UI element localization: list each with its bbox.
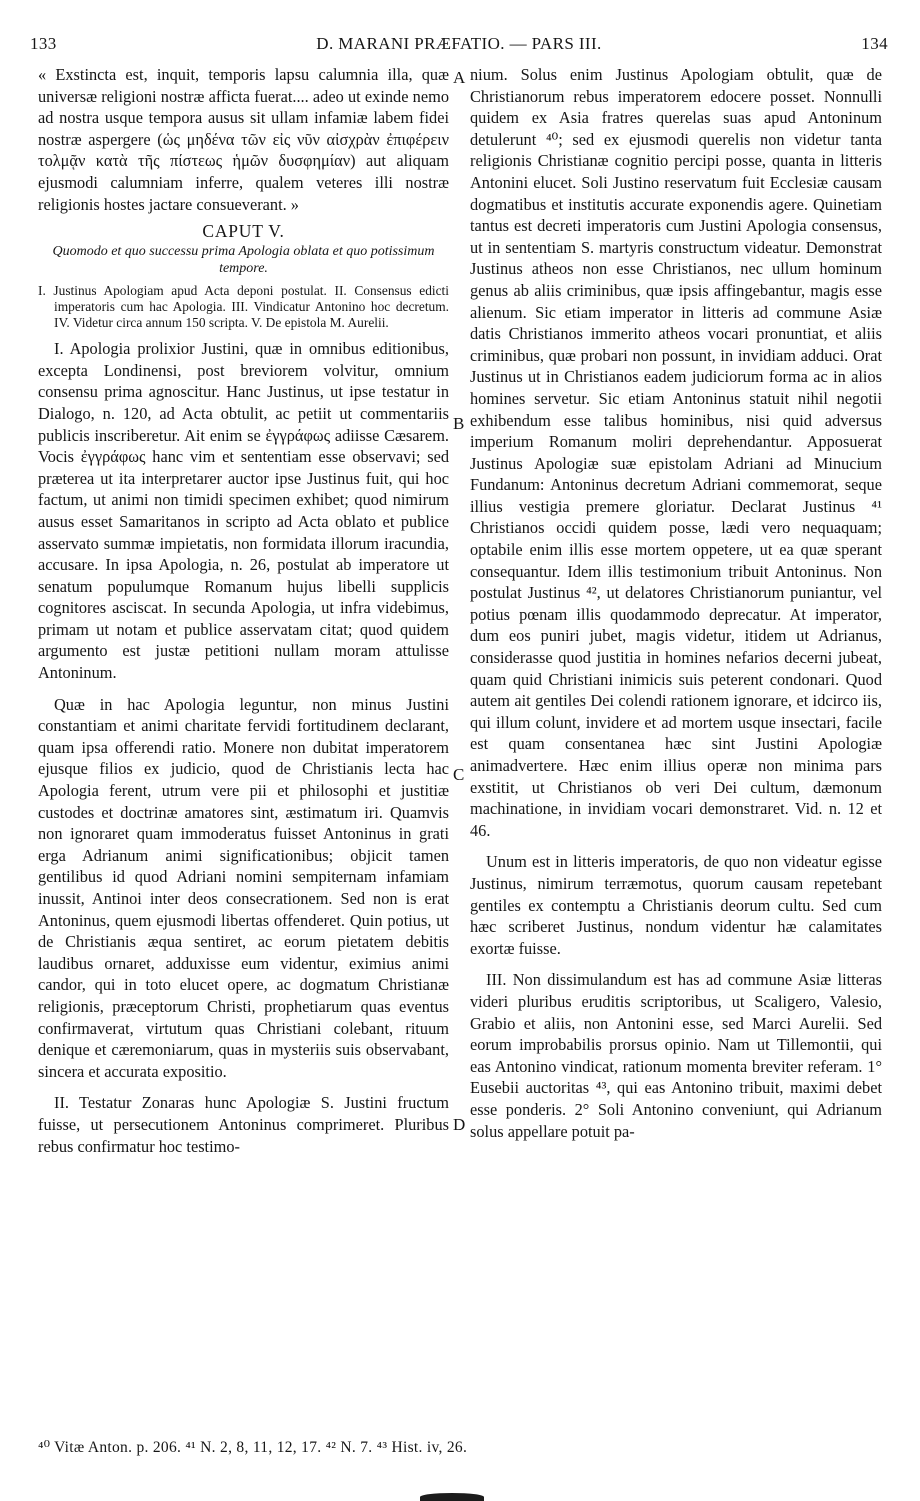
footnotes: ⁴⁰ Vitæ Anton. p. 206. ⁴¹ N. 2, 8, 11, 12, 17. ⁴² N. 7. ⁴³ Hist. iv, 26. xyxy=(38,1439,468,1456)
left-column xyxy=(38,64,449,1157)
chapter-summary-text: I. Justinus Apologiam apud Acta deponi postulat. II. Consensus edicti imperatoris cum hac Apologia. III. Vindicatur Antonino hoc decretum. IV. Videtur circa annum 150 scripta. V. De epistola M. Aurelii. xyxy=(38,283,449,331)
paragraph-i: I. Apologia prolixior Justini, quæ in omnibus editionibus, excepta Londinensi, post breviorem volvitur, omnium consensu prima agnoscitur. Hanc Justinus, ut ipse testatur in Dialogo, n. 120, ad Acta obtulit, ac petiit ut commentariis publicis inscriberetur. Ait enim se ἐγγράφως adiisse Cæsarem. Vocis ἐγγράφως hanc vim et sententiam esse observavi; sed præterea ut ita interpretarer auctor ipse Justinus fuit, qui hoc factum, ut animi non timidi specimen exhibet; quod nimirum ausus esset Samaritanos in scripto ad Acta oblato et publice asservato summæ impietatis, non formidata illorum iracundia, accusare. In ipsa Apologia, n. 26, postulat ab imperatore ut senatum populumque Romanum hujus libelli supplicis cognitores asciscat. In secunda Apologia, ut infra videbimus, primam ut notam et publice asservatam citat; quod quidem argumento est justæ petitioni nullam moram attulisse Antoninum. xyxy=(38,339,449,683)
chapter-subtitle: Quomodo et quo successu prima Apologia oblata et quo potissimum tempore. xyxy=(52,244,435,277)
right-column xyxy=(470,64,882,1142)
paragraph-apologia-content: Quæ in hac Apologia leguntur, non minus Justini constantiam et animi charitate fervidi fortitudinem declarant, quam ipsa offerendi ratio. Monere non dubitat imperatorem ejusque filios ex judicio, quod de Christianis lecta hac Apologia ferent, utrum vere pii et philosophi et justitiæ custodes et doctrinæ amatores sint, æstimatum iri. Quamvis non ignoraret quam immoderatus fuisset Antoninus in grati erga Adrianum animi significationibus; objicit tamen gentilibus id quod Adriani nomini sempiternam infamiam inussit, Antinoi inter deos consecrationem. Sed non is erat Antoninus, quem ejusmodi libertas offenderet. Quin potius, ut de Christianis æqua sentiret, ac eorum pietatem debitis laudibus ornaret, adduxisse eum videntur, eximius animi candor, qui in toto elucet opere, ac dogmatum Christianæ religionis, præceptorum Christi, prophetiarum quas eventus confirmaverat, virtutum quas Christiani colebant, rituum denique et cæremoniarum, quas in mysteriis suis observabant, sincera et accurata expositio. xyxy=(38,694,449,1081)
paragraph-terraemotus: Unum est in litteris imperatoris, de quo non videatur egisse Justinus, nimirum terræmotus, quorum causam repetebant gentiles ex contemptu a Christianis deorum cultu. Sed cum hæc scriberet Justinus, nondum videntur hæ calamitates exortæ fuisse. xyxy=(470,852,882,958)
quotation-end: « Exstincta est, inquit, temporis lapsu calumnia illa, quæ universæ religioni nostræ afficta fuerat.... adeo ut exinde nemo ad nostra usque tempora ausus sit ullam infamiæ labem fidei nostræ aspergere (ὡς μηδένα τῶν εἰς νῦν αἰσχρὰν ἐπιφέρειν τολμᾷν κατὰ τῆς πίστεως ἡμῶν δυσφημίαν) aut aliquam ejusmodi calumniam inferre, qualem veteres illi nostræ religionis hostes jactare consueverant. » xyxy=(38,65,449,214)
running-title: D. MARANI PRÆFATIO. — PARS III. xyxy=(316,34,602,53)
chapter-title: CAPUT V. xyxy=(202,221,285,242)
page-number-right: 134 xyxy=(861,34,888,53)
paragraph-iii: III. Non dissimulandum est has ad commune Asiæ litteras videri pluribus eruditis scriptoribus, ut Scaligero, Valesio, Grabio et aliis, non Antonini esse, sed Marci Aurelii. Sed eorum improbabilis prorsus opinio. Nam ut Tillemontii, qui eas Antonino vindicat, rationum momenta breviter referam. 1° Eusebii auctoritas ⁴³, qui eas Antonino tribuit, maximi debet esse ponderis. 2° Soli Antonino conveniunt, qui Adrianum solus appellare potuit pa- xyxy=(470,970,882,1141)
margin-letter-a: A xyxy=(453,68,466,87)
paragraph-ii: II. Testatur Zonaras hunc Apologiæ S. Justini fructum fuisse, ut persecutionem Antoninus comprimeret. Pluribus rebus confirmatur hoc testimo- xyxy=(38,1093,449,1156)
running-header xyxy=(30,34,888,56)
paragraph-ii-continued: nium. Solus enim Justinus Apologiam obtulit, quæ de Christianorum rebus imperatorem edocere posset. Nonnulli quidem ex Asia fratres querelas suas apud Antoninum detulerunt ⁴⁰; sed ex ejusmodi querelis non videtur tanta religionis Christianæ cognitio percipi posse, quanta in litteris Antonini elucet. Soli Justino reservatum fuit Ecclesiæ causam dogmatibus et institutis accurate exponendis agere. Quinetiam tantus est decreti imperatoris cum Justini Apologia consensus, ut in sententiam S. martyris constructum videatur. Demonstrat Justinus atheos non esse Christianos, nec ullum hominum genus ab aliis criminibus, quæ ipsis affingebantur, magis esse alienum. Sic etiam imperator in litteris ad commune Asiæ datis Christianos immerito atheos vocari pronuntiat, et aliis criminibus, quæ probari non possunt, in invidiam adduci. Orat Justinus ut in Christianos eadem judiciorum forma ac in alios homines servetur. Sic etiam Antoninus statuit nihil negotii exhibendum esse talibus hominibus, nisi quid adversus imperium Romanum moliri deprehendantur. Apposuerat Justinus Apologiæ suæ epistolam Adriani ad Minucium Fundanum: Antoninus decretum Adriani commemorat, seque illius vestigia premere gloriatur. Declarat Justinus ⁴¹ Christianos occidi quidem posse, lædi vero nequaquam; optabile enim illis esse mortem oppetere, ut ea quæ sperant consequantur. Idem illis testimonium tribuit Antoninus. Non postulat Justinus ⁴², ut delatores Christianorum puniantur, vel potius pœnam illis quodammodo deprecatur. At imperator, dum eos puniri jubet, magis videtur, itidem ut Adrianus, considerasse quod justitia in homines nefarios decerni jubeat, quam quid Christiani inimicis suis peterent condonari. Quod autem ait gentiles Dei colendi rationem ignorare, et idcirco iis, qui illum colunt, invidere et ad mortem usque insectari, facile est quam consentanea hæc sint Justini Apologiæ animadvertere. Hæc enim illius operæ non minima pars exstitit, ut Christianos ob veri Dei cultum, dæmonum machinatione, in invidiam vocari demonstraret. Vid. n. 12 et 46. xyxy=(470,65,882,840)
margin-letter-d: D xyxy=(453,1115,466,1134)
page-ornament xyxy=(420,1493,484,1501)
chapter-summary xyxy=(38,283,449,331)
page-number-left: 133 xyxy=(30,34,57,53)
margin-letter-b: B xyxy=(453,414,465,433)
margin-letter-c: C xyxy=(453,765,465,784)
